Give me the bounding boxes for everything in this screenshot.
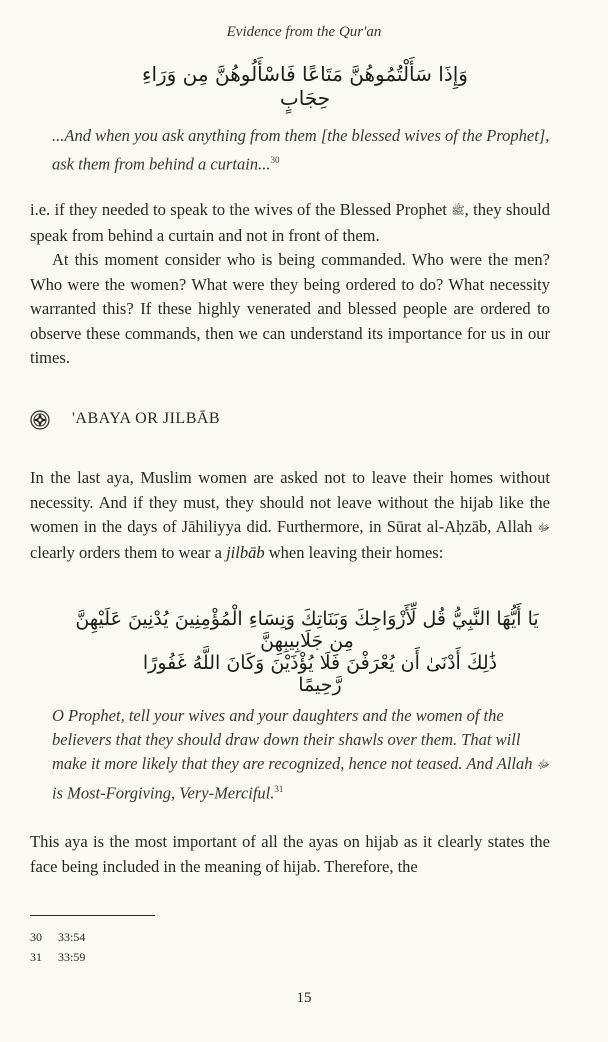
quran-verse-arabic-line2: ذَٰلِكَ أَدْنَىٰ أَن يُعْرَفْنَ فَلَا يُؤْذَيْنَ وَكَانَ اللَّهُ غَفُورًا رَّحِيمًا bbox=[142, 652, 498, 696]
verse-translation-text: O Prophet, tell your wives and your daughters and the women of the believers that they should draw down their shawls over them. That will make it more likely that they are recognized, hence not teased. And Allah bbox=[52, 706, 533, 773]
verse-translation bbox=[52, 704, 552, 806]
footnote-ref: 31 bbox=[274, 784, 284, 794]
paragraph bbox=[30, 466, 550, 565]
quran-verse-arabic: وَإِذَا سَأَلْتُمُوهُنَّ مَتَاعًا فَاسْأَلُوهُنَّ مِن وَرَاءِ حِجَابٍ bbox=[142, 62, 468, 110]
honorific-symbol: ﷻ bbox=[537, 521, 551, 534]
paragraph-text: clearly orders them to wear a bbox=[30, 542, 222, 562]
footnote-number: 31 bbox=[30, 950, 42, 964]
running-head: Evidence from the Qur'an bbox=[226, 24, 382, 40]
footnote bbox=[30, 950, 85, 965]
paragraph: This aya is the most important of all the ayas on hijab as it clearly states the face being included in the meaning of hijab. Therefore, the bbox=[30, 832, 550, 876]
footnote bbox=[30, 930, 85, 945]
emphasis-word: jilbāb bbox=[226, 542, 265, 562]
footnote-divider bbox=[30, 915, 155, 916]
footnote-text: 33:54 bbox=[58, 930, 86, 944]
verse-translation-text: ...And when you ask anything from them [the blessed wives of the Prophet], ask them from behind a curtain... bbox=[52, 126, 550, 174]
page-number: 15 bbox=[296, 990, 312, 1006]
section-heading bbox=[30, 408, 550, 434]
paragraph-text: i.e. if they needed to speak to the wives of the Blessed Prophet bbox=[30, 200, 447, 219]
quran-verse-arabic-line1: يَا أَيُّهَا النَّبِيُّ قُل لِّأَزْوَاجِكَ وَبَنَاتِكَ وَنِسَاءِ الْمُؤْمِنِينَ يُدْنِينَ عَلَيْهِنَّ مِن جَلَابِيبِهِنَّ bbox=[75, 608, 539, 652]
footnote-number: 30 bbox=[30, 930, 42, 944]
honorific-symbol: ﷻ bbox=[536, 758, 550, 771]
paragraph bbox=[30, 198, 550, 371]
paragraph-text: In the last aya, Muslim women are asked not to leave their homes without necessity. And if they must, they should not leave without the hijab like the women in the days of Jāhiliyya did. Furthermore, in Sūrat al-Aḥzāb, Allah bbox=[30, 468, 550, 536]
footnote-text: 33:59 bbox=[58, 950, 86, 964]
paragraph-text: , they should speak from behind a curtain and not in front of them. bbox=[30, 200, 550, 245]
verse-translation-text: is Most-Forgiving, Very-Merciful. bbox=[52, 783, 275, 803]
footnote-ref: 30 bbox=[270, 155, 280, 165]
section-title: 'ABAYA OR JILBĀB bbox=[72, 410, 221, 427]
ornament-icon bbox=[30, 410, 50, 430]
paragraph-text: At this moment consider who is being commanded. Who were the men? Who were the women? What were they being ordered to do? What necessity warranted this? If these highly venerated and blessed people are ordered to observe these commands, then we can understand its importance for us in our times. bbox=[30, 250, 550, 367]
honorific-symbol: ﷺ bbox=[451, 204, 465, 217]
paragraph-text: when leaving their homes: bbox=[268, 542, 444, 562]
verse-translation bbox=[52, 124, 552, 177]
